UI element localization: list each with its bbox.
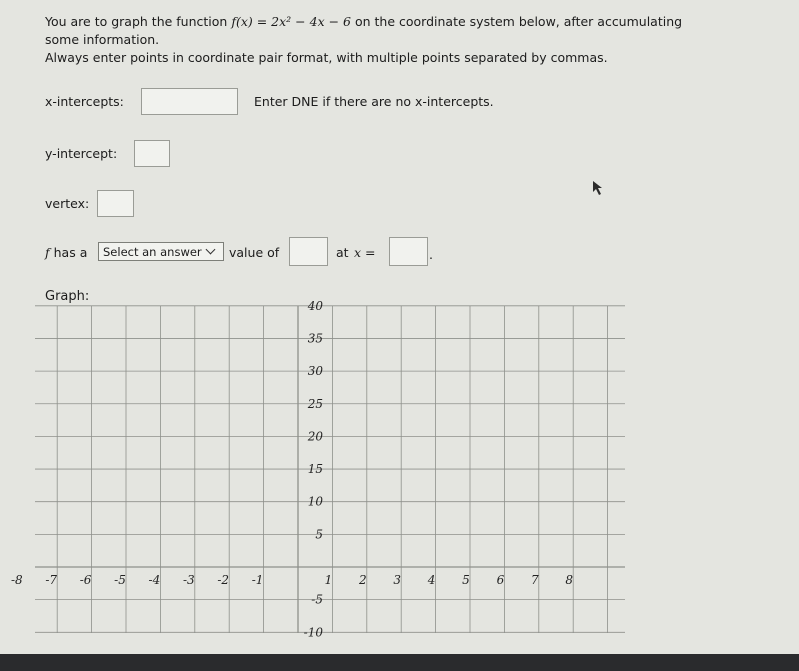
x-tick-label: 5 (462, 573, 470, 587)
taskbar (0, 654, 799, 671)
y-tick-label: -5 (311, 592, 323, 607)
graph-label: Graph: (45, 289, 90, 304)
y-tick-label: 15 (307, 462, 323, 477)
y-tick-label: 10 (307, 494, 323, 509)
x-tick-label: -3 (182, 573, 195, 587)
y-tick-label: 40 (307, 298, 323, 313)
x-tick-label: 3 (393, 573, 402, 587)
y-tick-label: 5 (315, 527, 323, 542)
x-tick-label: -1 (251, 573, 264, 587)
intro-line-2: some information. (45, 32, 160, 47)
x-tick-label: -6 (79, 573, 92, 587)
intro-pre: You are to graph the function (45, 14, 228, 29)
x-tick-label: 6 (496, 573, 505, 587)
value-of-text: value of (229, 245, 280, 260)
x-tick-label: -2 (217, 573, 230, 587)
vertex-label: vertex: (45, 196, 90, 211)
intro-post: on the coordinate system below, after accumulating (354, 14, 683, 29)
y-intercept-label: y-intercept: (45, 146, 118, 161)
has-a-text: has a (53, 245, 88, 260)
y-tick-label: 25 (307, 396, 323, 411)
x-tick-label: 7 (530, 573, 539, 587)
y-tick-label: 30 (307, 364, 323, 379)
y-tick-label: 35 (307, 331, 323, 346)
x-tick-label: 4 (427, 573, 436, 587)
x-tick-label: -5 (114, 573, 126, 587)
x-tick-label: -7 (45, 573, 58, 587)
function-expression: f(x) = 2x² − 4x − 6 (231, 14, 351, 29)
x-equals-text: x = (354, 245, 376, 260)
y-tick-label: 20 (307, 429, 323, 444)
x-tick-label: -4 (148, 573, 161, 587)
min-max-select-value: Select an answer (103, 244, 202, 259)
x-tick-label: 2 (358, 573, 367, 587)
x-tick-label: 1 (324, 573, 333, 587)
x-intercepts-hint: Enter DNE if there are no x-intercepts. (254, 94, 494, 109)
period-text: . (429, 247, 433, 262)
y-tick-label: -10 (303, 625, 323, 640)
f-symbol: f (45, 245, 50, 260)
x-tick-label: -8 (10, 573, 23, 587)
instructions-line: Always enter points in coordinate pair format, with multiple points separated by commas. (45, 50, 608, 65)
at-text: at (336, 245, 349, 260)
x-tick-label: 8 (565, 573, 574, 587)
x-intercepts-label: x-intercepts: (45, 94, 124, 109)
